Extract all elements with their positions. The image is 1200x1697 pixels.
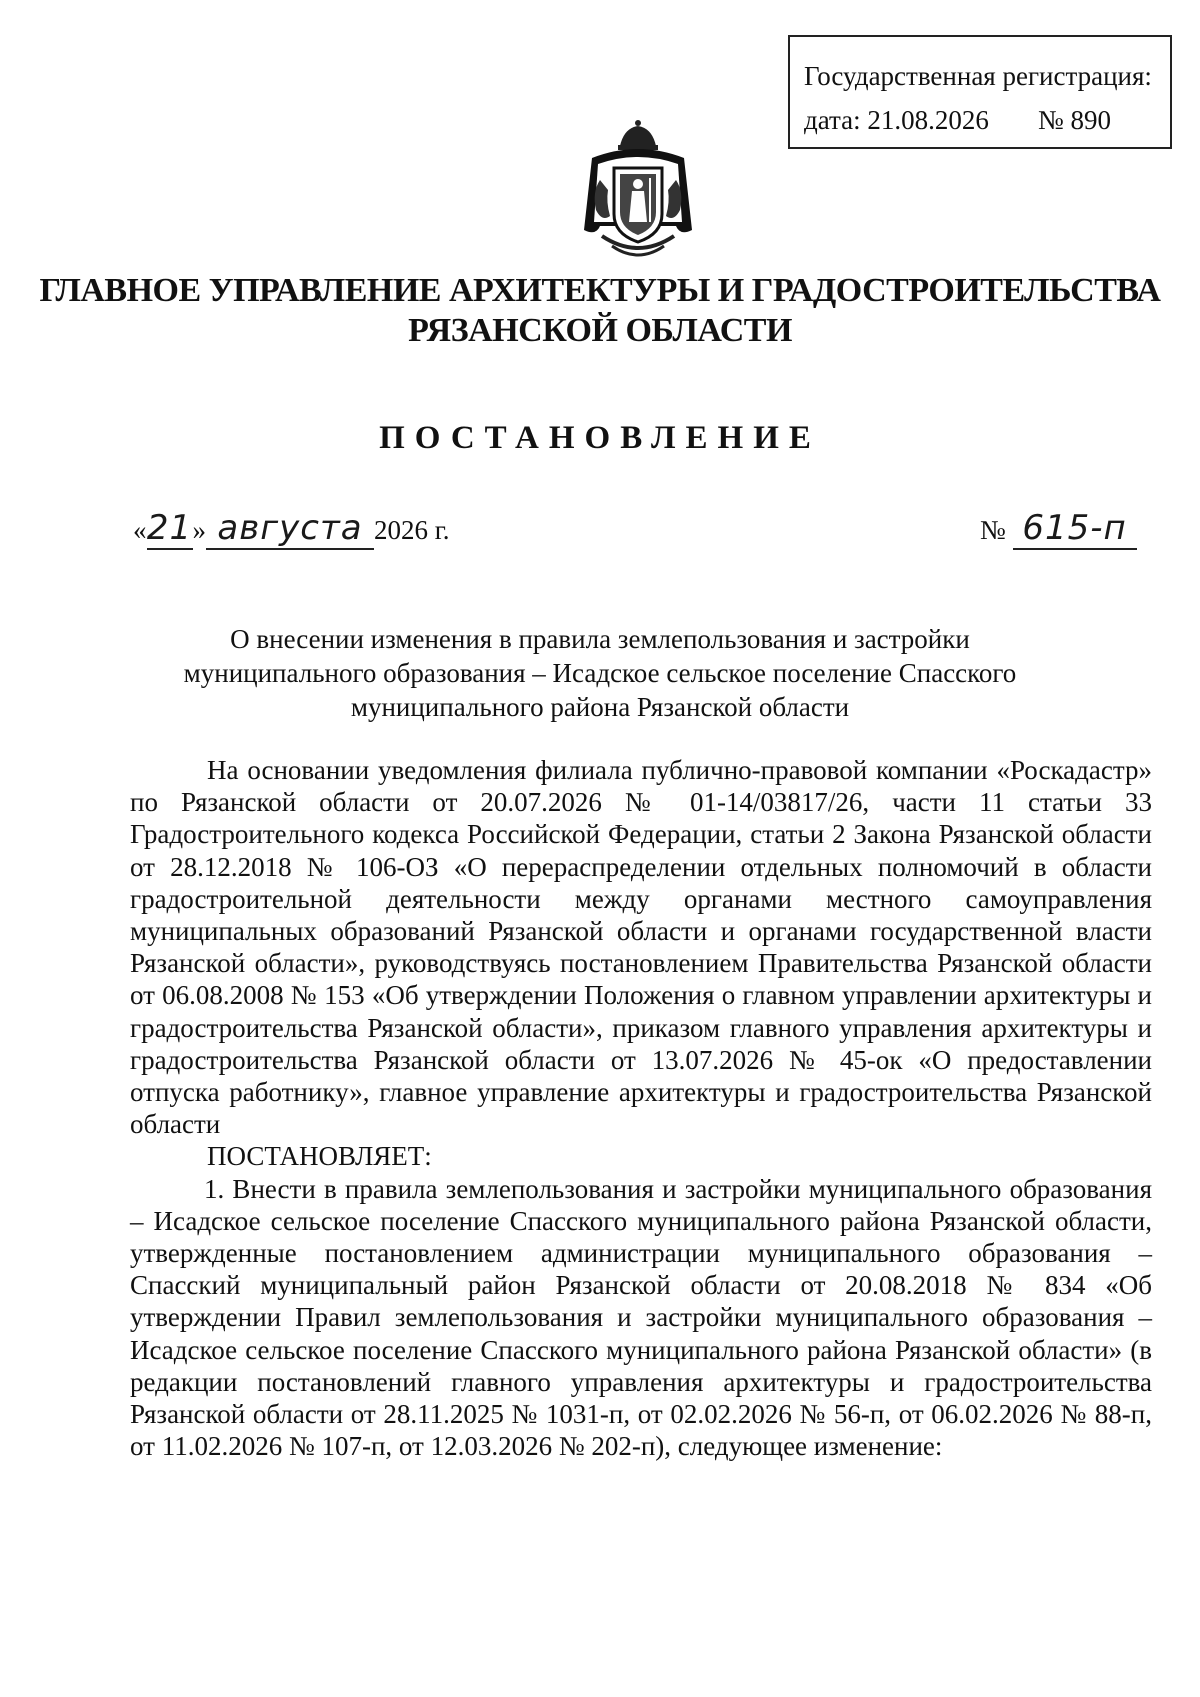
date-day: 21 <box>146 508 193 548</box>
number-label: № <box>980 515 1006 545</box>
item-1-paragraph: 1. Внести в правила землепользования и застройки муниципального образования – Исадское сельское поселение Спасского муниципального района Рязанской области, утвержденные постановлением администрации муниципального образования – Спасский муниципальный район Рязанской области от 20.08.2018 № 834 «Об утверждении Правил землепользования и застройки муниципального образования – Исадское сельское поселение Спасского муниципального района Рязанской области» (в редакции постановлений главного управления архитектуры и градостроительства Рязанской области от 28.11.2025 № 1031-п, от 02.02.2026 № 56-п, от 06.02.2026 № 88-п, от 11.02.2026 № 107-п, от 12.03.2026 № 202-п), следующее изменение: <box>130 1173 1152 1462</box>
coat-of-arms-icon <box>572 118 704 268</box>
registration-number: № 890 <box>1038 105 1112 135</box>
date-open-quote: « <box>133 515 147 545</box>
registration-title: Государственная регистрация: <box>804 61 1152 91</box>
preamble-paragraph: На основании уведомления филиала публично-правовой компании «Роскадастр» по Рязанской области от 20.07.2026 № 01-14/03817/26, части 11 статьи 33 Градостроительного кодекса Российской Федерации, статьи 2 Закона Рязанской области от 28.12.2018 № 106-ОЗ «О перераспределении отдельных полномочий в области градостроительной деятельности между органами местного самоуправления муниципальных образований Рязанской области и органами государственной власти Рязанской области», руководствуясь постановлением Правительства Рязанской области от 06.08.2008 № 153 «Об утверждении Положения о главном управлении архитектуры и градостроительства Рязанской области», приказом главного управления архитектуры и градостроительства Рязанской области от 13.07.2026 № 45-ок «О предоставлении отпуска работнику», главное управление архитектуры и градостроительства Рязанской области <box>130 755 1152 1140</box>
document-title <box>0 622 1200 724</box>
date-close-quote: » <box>192 515 206 545</box>
title-line: муниципального образования – Исадское сельское поселение Спасского <box>183 658 1017 688</box>
registration-stamp <box>788 35 1172 149</box>
document-number <box>980 508 1137 550</box>
number-value: 615-п <box>1022 508 1127 548</box>
date-month: августа <box>217 508 363 548</box>
document-body <box>130 754 1152 1462</box>
title-line: О внесении изменения в правила землепользования и застройки <box>230 624 970 654</box>
agency-name-line1: ГЛАВНОЕ УПРАВЛЕНИЕ АРХИТЕКТУРЫ И ГРАДОСТРОИТЕЛЬСТВА <box>39 272 1161 309</box>
date-year: 2026 г. <box>374 515 450 545</box>
agency-name-line2: РЯЗАНСКОЙ ОБЛАСТИ <box>408 312 792 349</box>
resolves-heading: ПОСТАНОВЛЯЕТ: <box>207 1141 432 1172</box>
registration-date: дата: 21.08.2026 <box>804 105 989 135</box>
title-line: муниципального района Рязанской области <box>350 692 850 722</box>
document-type: ПОСТАНОВЛЕНИЕ <box>379 420 821 456</box>
document-date <box>133 508 450 558</box>
